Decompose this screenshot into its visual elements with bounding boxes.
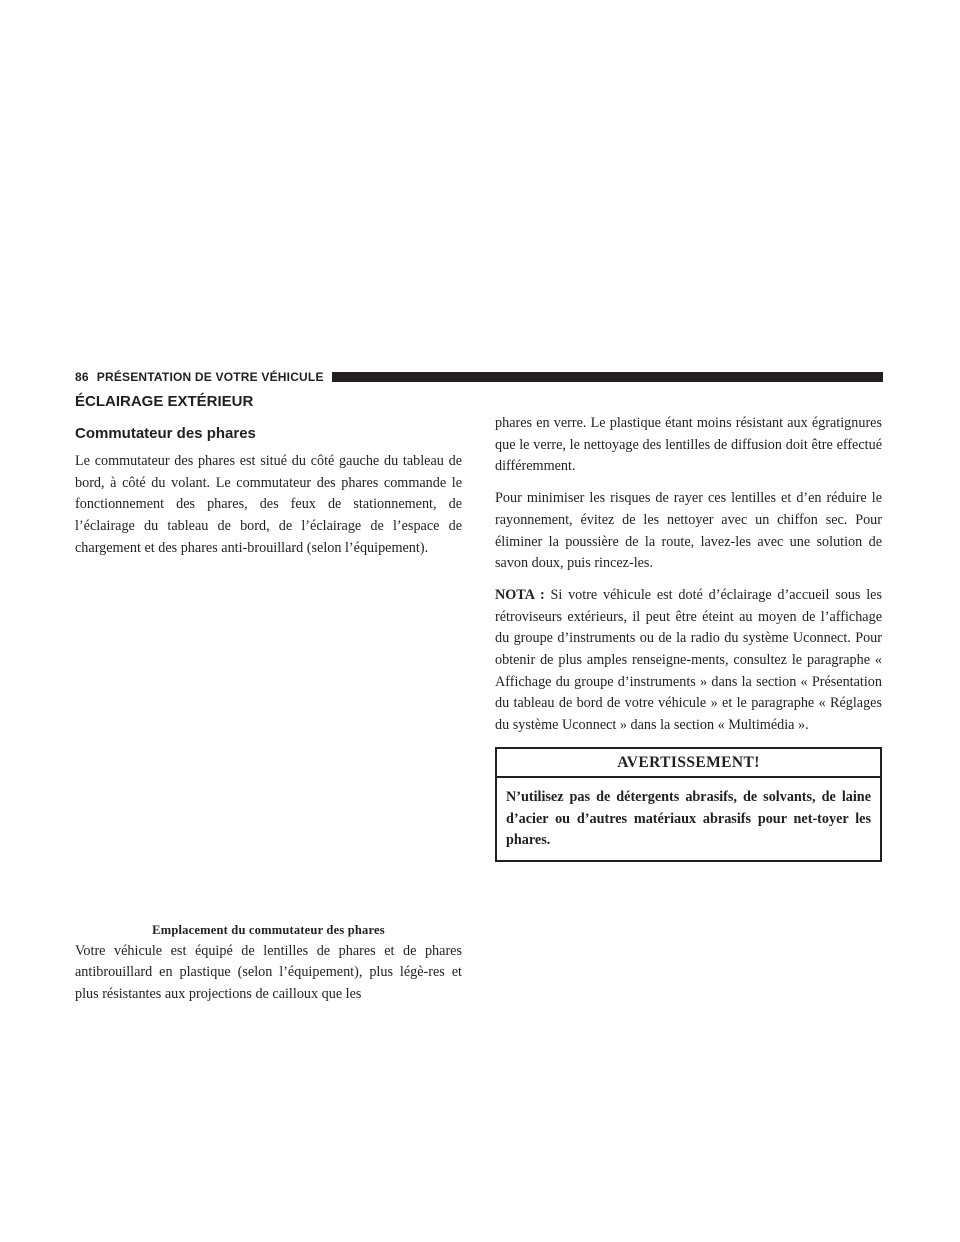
- figure-caption: Emplacement du commutateur des phares: [152, 922, 385, 937]
- subsection-title: Commutateur des phares: [75, 425, 256, 442]
- page-number: 86: [75, 370, 89, 384]
- warning-text: N’utilisez pas de détergents abrasifs, de solvants, de laine d’acier ou d’autres matériaux abrasifs pour net-toyer les phares.: [506, 788, 871, 849]
- paragraph-cleaning: Pour minimiser les risques de rayer ces lentilles et d’en réduire le rayonnement, évitez de les nettoyer avec un chiffon sec. Pour éliminer la poussière de la route, lavez-les avec une solution de savon doux, puis rincez-les.: [495, 490, 882, 572]
- warning-title: AVERTISSEMENT!: [497, 749, 880, 778]
- right-column: [495, 413, 882, 862]
- paragraph-switch-location: Le commutateur des phares est situé du côté gauche du tableau de bord, à côté du volant. Le commutateur des phares commande le fonctionnement des phares, des feux de stationnement, de l’éclairage du tableau de bord, de l’éclairage de l’espace de chargement et des phares anti-brouillard (selon l’équipement).: [75, 453, 462, 556]
- note-text: Si votre véhicule est doté d’éclairage d’accueil sous les rétroviseurs extérieurs, il peut être éteint au moyen de l’affichage du groupe d’instruments ou de la radio du système Uconnect. Pour obtenir de plus amples renseigne-ments, consultez le paragraphe « Affichage du groupe d’instruments » dans la section « Présentation du tableau de bord de votre véhicule » et le paragraphe « Réglages du système Uconnect » dans la section « Multimédia ».: [495, 586, 882, 734]
- warning-box: [495, 747, 882, 862]
- paragraph-plastic-lenses: Votre véhicule est équipé de lentilles de phares et de phares antibrouillard en plastique (selon l’équipement), plus légè-res et plus résistantes aux projections de cailloux que les: [75, 942, 462, 1002]
- section-title: ÉCLAIRAGE EXTÉRIEUR: [75, 393, 254, 410]
- header-rule: [332, 372, 883, 382]
- paragraph-glass-comparison: phares en verre. Le plastique étant moins résistant aux égratignures que le verre, le nettoyage des lentilles de diffusion doit être effectué différemment.: [495, 415, 882, 475]
- figure-placeholder: [75, 570, 462, 922]
- running-section-title: PRÉSENTATION DE VOTRE VÉHICULE: [96, 370, 324, 384]
- note-label: NOTA :: [495, 586, 545, 603]
- left-column: [75, 392, 462, 1016]
- page-header: [75, 369, 883, 385]
- note-paragraph: [495, 585, 882, 737]
